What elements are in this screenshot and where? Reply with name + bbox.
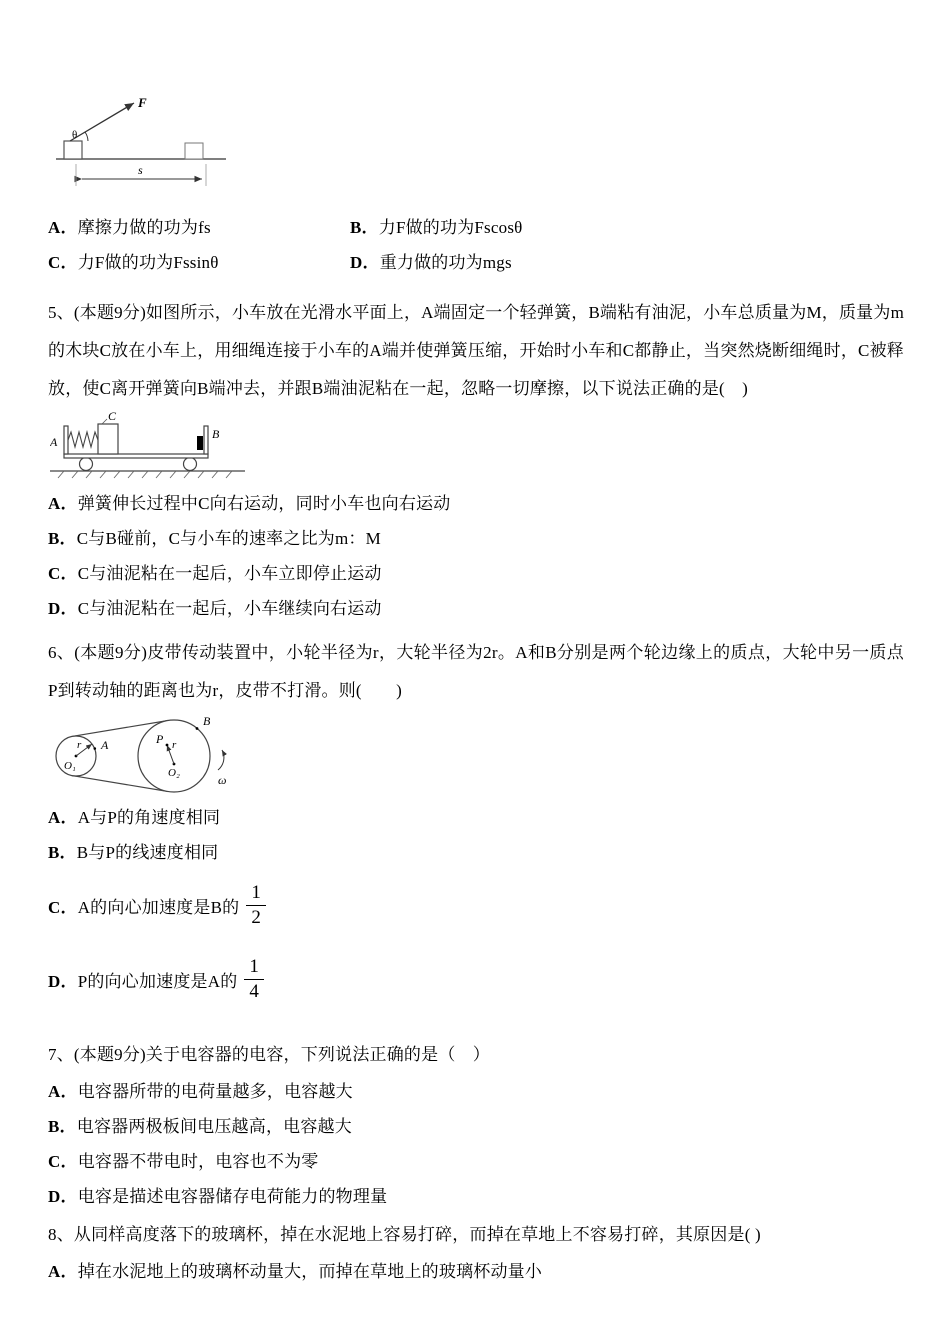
option-text: 电容是描述电容器储存电荷能力的物理量 — [77, 1187, 388, 1206]
spring — [68, 432, 98, 447]
end-b-label: B — [212, 427, 220, 441]
point-p-label: P — [156, 732, 164, 746]
option-text: P的向心加速度是A的 — [77, 971, 238, 991]
q5-stem: 5、(本题9分)如图所示，小车放在光滑水平面上，A端固定一个轻弹簧，B端粘有油泥，小车总质量为M，质量为m的木块C放在小车上，用细绳连接于小车的A端并使弹簧压缩，开始时小车和C都静止，当突然烧断细绳时，C被释放，使C离开弹簧向B端冲去，并跟B端油泥粘在一起，忽略一切摩擦，以下说法正确的是( ) — [48, 303, 904, 398]
omega-label: ω — [218, 773, 227, 787]
option-text: 力F做的功为Fscosθ — [378, 218, 523, 237]
large-pulley — [138, 720, 210, 792]
q4-options-row-2 — [48, 245, 904, 280]
q7-option-a — [48, 1074, 904, 1109]
large-radius-label: r — [172, 739, 177, 751]
q7-option-c — [48, 1144, 904, 1179]
fraction-denominator: 4 — [249, 980, 260, 1002]
option-text: 掉在水泥地上的玻璃杯动量大，而掉在草地上的玻璃杯动量小 — [77, 1262, 543, 1281]
option-text: 电容器不带电时，电容也不为零 — [77, 1152, 319, 1171]
option-text: C与油泥粘在一起后，小车继续向右运动 — [77, 599, 382, 618]
option-letter: B． — [48, 1117, 77, 1136]
block-c-pointer — [102, 419, 107, 424]
q6-option-c — [48, 870, 904, 944]
ground-hatching — [58, 471, 232, 478]
q5-option-c — [48, 556, 904, 591]
q7-option-d — [48, 1179, 904, 1214]
q4-option-c — [48, 245, 350, 280]
option-letter: A． — [48, 1262, 78, 1281]
force-label: F — [138, 95, 147, 110]
option-letter: C． — [48, 253, 78, 272]
fraction-one-half — [246, 882, 266, 929]
q6-option-a — [48, 800, 904, 835]
large-center-label: O₂ — [168, 767, 180, 779]
q8-stem: 8、从同样高度落下的玻璃杯，掉在水泥地上容易打碎，而掉在草地上不容易打碎，其原因是( ) — [48, 1225, 761, 1244]
option-letter: D． — [48, 1187, 78, 1206]
q5-option-a — [48, 486, 904, 521]
option-letter: D． — [48, 971, 78, 991]
q6-option-d — [48, 944, 904, 1018]
fraction-numerator: 1 — [244, 956, 264, 980]
point-b-dot — [196, 727, 199, 730]
option-text: C与油泥粘在一起后，小车立即停止运动 — [77, 564, 382, 583]
q8-option-a — [48, 1254, 904, 1289]
option-text: 电容器所带的电荷量越多，电容越大 — [77, 1082, 353, 1101]
end-a-label: A — [50, 435, 58, 449]
angle-label: θ — [72, 129, 78, 141]
block-final-position — [185, 143, 203, 159]
option-letter: D． — [48, 599, 78, 618]
q4-option-b — [350, 210, 522, 245]
option-letter: C． — [48, 564, 78, 583]
option-letter: D． — [350, 253, 380, 272]
fraction-one-quarter — [244, 956, 264, 1003]
option-letter: B． — [48, 529, 77, 548]
q6-pulley-diagram — [48, 712, 288, 796]
cart-right-wall — [204, 426, 208, 454]
angle-arc — [85, 132, 88, 141]
option-text: A的向心加速度是B的 — [77, 897, 240, 917]
q7-stem: 7、(本题9分)关于电容器的电容，下列说法正确的是（ ） — [48, 1045, 490, 1064]
option-text: 弹簧伸长过程中C向右运动，同时小车也向右运动 — [77, 494, 451, 513]
option-letter: A． — [48, 808, 78, 827]
small-center-label: O₁ — [64, 760, 76, 772]
omega-arrow — [218, 750, 224, 770]
small-radius-label: r — [77, 739, 82, 751]
block — [64, 141, 82, 159]
block-c — [98, 424, 118, 454]
wheel-left — [80, 458, 93, 471]
fraction-denominator: 2 — [251, 906, 262, 928]
cart-platform — [64, 454, 208, 458]
force-arrow — [70, 103, 134, 141]
q5-cart-diagram — [50, 410, 250, 480]
q4-option-d — [350, 245, 512, 280]
q4-options-row-1 — [48, 210, 904, 245]
q4-force-diagram — [54, 94, 234, 194]
option-text: A与P的角速度相同 — [77, 808, 221, 827]
point-a-label: A — [101, 738, 109, 752]
option-letter: C． — [48, 1152, 78, 1171]
q4-option-a — [48, 210, 350, 245]
option-text: C与B碰前，C与小车的速率之比为m：M — [76, 529, 381, 548]
oil-clay — [197, 436, 203, 450]
option-text: B与P的线速度相同 — [76, 843, 219, 862]
option-letter: B． — [48, 843, 77, 862]
q5-option-d — [48, 591, 904, 626]
cart-left-wall — [64, 426, 68, 454]
option-text: 电容器两极板间电压越高，电容越大 — [76, 1117, 352, 1136]
option-letter: C． — [48, 897, 78, 917]
point-p-dot — [166, 744, 169, 747]
q5-option-b — [48, 521, 904, 556]
q6-stem: 6、(本题9分)皮带传动装置中，小轮半径为r，大轮半径为2r。A和B分别是两个轮边缘上的质点，大轮中另一质点P到转动轴的距离也为r，皮带不打滑。则( ) — [48, 643, 904, 700]
option-text: 重力做的功为mgs — [379, 253, 512, 272]
block-c-label: C — [108, 410, 117, 423]
q6-option-b — [48, 835, 904, 870]
point-a-dot — [94, 747, 97, 750]
option-text: 摩擦力做的功为fs — [77, 218, 211, 237]
distance-label: s — [138, 163, 143, 177]
fraction-numerator: 1 — [246, 882, 266, 906]
option-letter: A． — [48, 494, 78, 513]
option-text: 力F做的功为Fssinθ — [77, 253, 219, 272]
point-b-label: B — [203, 714, 211, 728]
option-letter: A． — [48, 1082, 78, 1101]
q7-option-b — [48, 1109, 904, 1144]
option-letter: B． — [350, 218, 379, 237]
wheel-right — [184, 458, 197, 471]
option-letter: A． — [48, 218, 78, 237]
